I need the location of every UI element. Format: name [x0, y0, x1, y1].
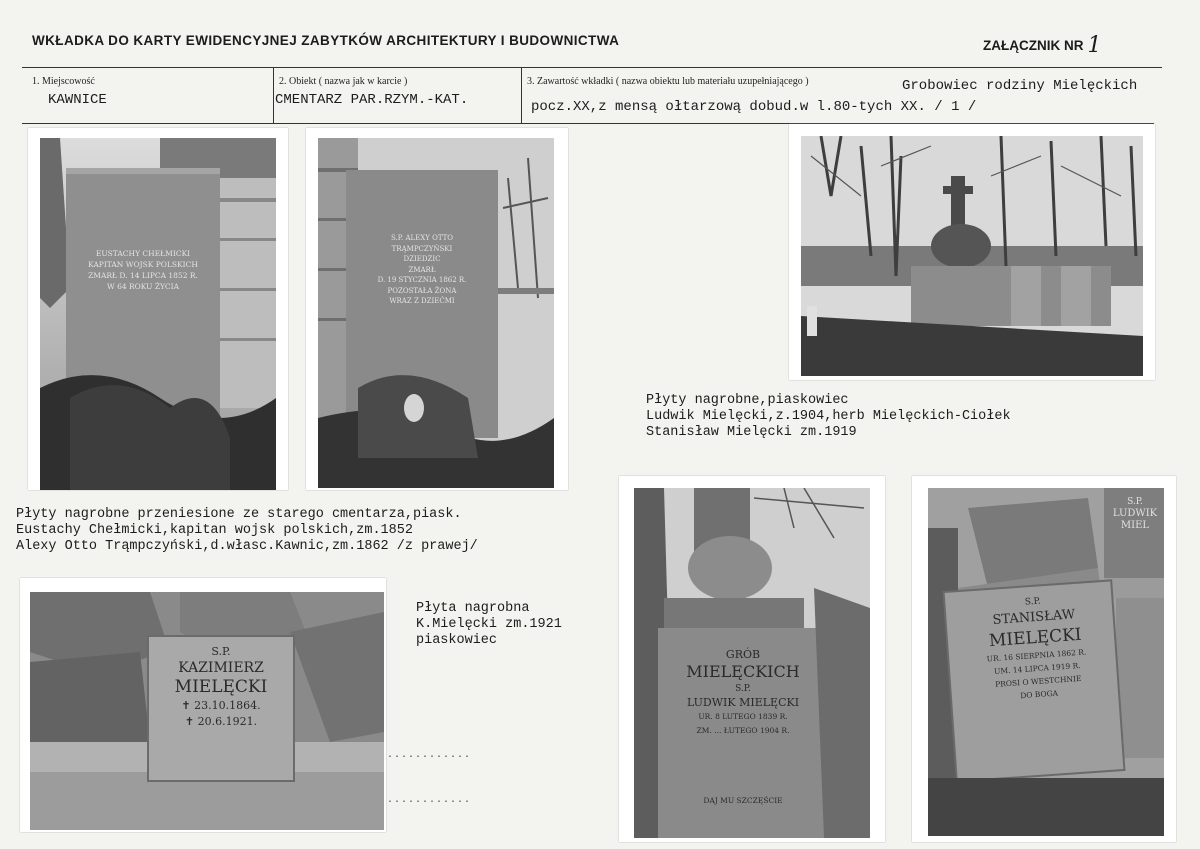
kazimierz-inscription: S.P. KAZIMIERZ MIELĘCKI ✝ 23.10.1864. ✝ 20.6.1921.: [174, 645, 268, 728]
photo-trampczynski-tombstone: [306, 128, 568, 490]
chelmicki-inscription: EUSTACHY CHEŁMICKI KAPITAN WOJSK POLSKICH ZMARŁ D. 14 LIPCA 1852 R. W 64 ROKU ŻYCIA: [88, 249, 198, 291]
photo-chelmicki-tombstone: [28, 128, 288, 490]
form-title: WKŁADKA DO KARTY EWIDENCYJNEJ ZABYTKÓW ARCHITEKTURY I BUDOWNICTWA: [32, 33, 620, 48]
content-label: 3. Zawartość wkładki ( nazwa obiektu lub materiału uzupełniającego ): [527, 76, 809, 87]
field-divider-1: [273, 67, 274, 123]
annex-label: ZAŁĄCZNIK NR 1: [983, 33, 1102, 58]
dotted-line-1: ............: [387, 750, 472, 761]
object-label: 2. Obiekt ( nazwa jak w karcie ): [279, 76, 408, 87]
field-divider-2: [521, 67, 522, 123]
photo-ludwik-stone: [619, 476, 885, 842]
caption-mielecki-stones: Płyty nagrobne,piaskowiec Ludwik Mielęcki,z.1904,herb Mielęckich-Ciołek Stanisław Mielęcki zm.1919: [646, 393, 1011, 440]
content-value-line1: Grobowiec rodziny Mielęckich: [902, 78, 1138, 94]
photo-stanislaw-slab: [912, 476, 1176, 842]
ludwik-side-slab-text: S.P. LUDWIK MIEL: [1112, 497, 1158, 531]
annex-number: 1: [1087, 33, 1102, 58]
locality-label: 1. Miejscowość: [32, 76, 95, 87]
ludwik-inscription: GRÓB MIELĘCKICH S.P. LUDWIK MIELĘCKI UR. 8 LUTEGO 1839 R. ZM. ... ŁUTEGO 1904 R. DAJ MU SZCZĘŚCIE: [686, 648, 800, 805]
photo-mielecki-family-tomb: [789, 124, 1155, 380]
stanislaw-inscription: S.P. STANISŁAW MIELĘCKI UR. 16 SIERPNIA 1862 R. UM. 14 LIPCA 1919 R. PROSI O WESTCHNIE DO BOGA: [986, 596, 1087, 701]
caption-kazimierz-slab: Płyta nagrobna K.Mielęcki zm.1921 piaskowiec: [416, 601, 562, 648]
content-value-line2: pocz.XX,z mensą ołtarzową dobud.w l.80-tych XX. / 1 /: [531, 99, 977, 115]
locality-value: KAWNICE: [48, 92, 107, 108]
header-rule-top: [22, 67, 1162, 68]
photo-kazimierz-slab: [20, 578, 386, 832]
object-value: CMENTARZ PAR.RZYM.-KAT.: [275, 92, 469, 108]
dotted-line-2: ............: [387, 795, 472, 806]
caption-transferred-stones: Płyty nagrobne przeniesione ze starego cmentarza,piask. Eustachy Chełmicki,kapitan wojsk polskich,zm.1852 Alexy Otto Trąmpczyński,d.własc.Kawnic,zm.1862 /z prawej/: [16, 507, 478, 554]
trampczynski-inscription: S.P. ALEXY OTTO TRĄMPCZYŃSKI DZIEDZIC ZMARŁ D. 19 STYCZNIA 1862 R. POZOSTAŁA ŻONA WRAZ Z DZIEĆMI: [377, 234, 467, 305]
